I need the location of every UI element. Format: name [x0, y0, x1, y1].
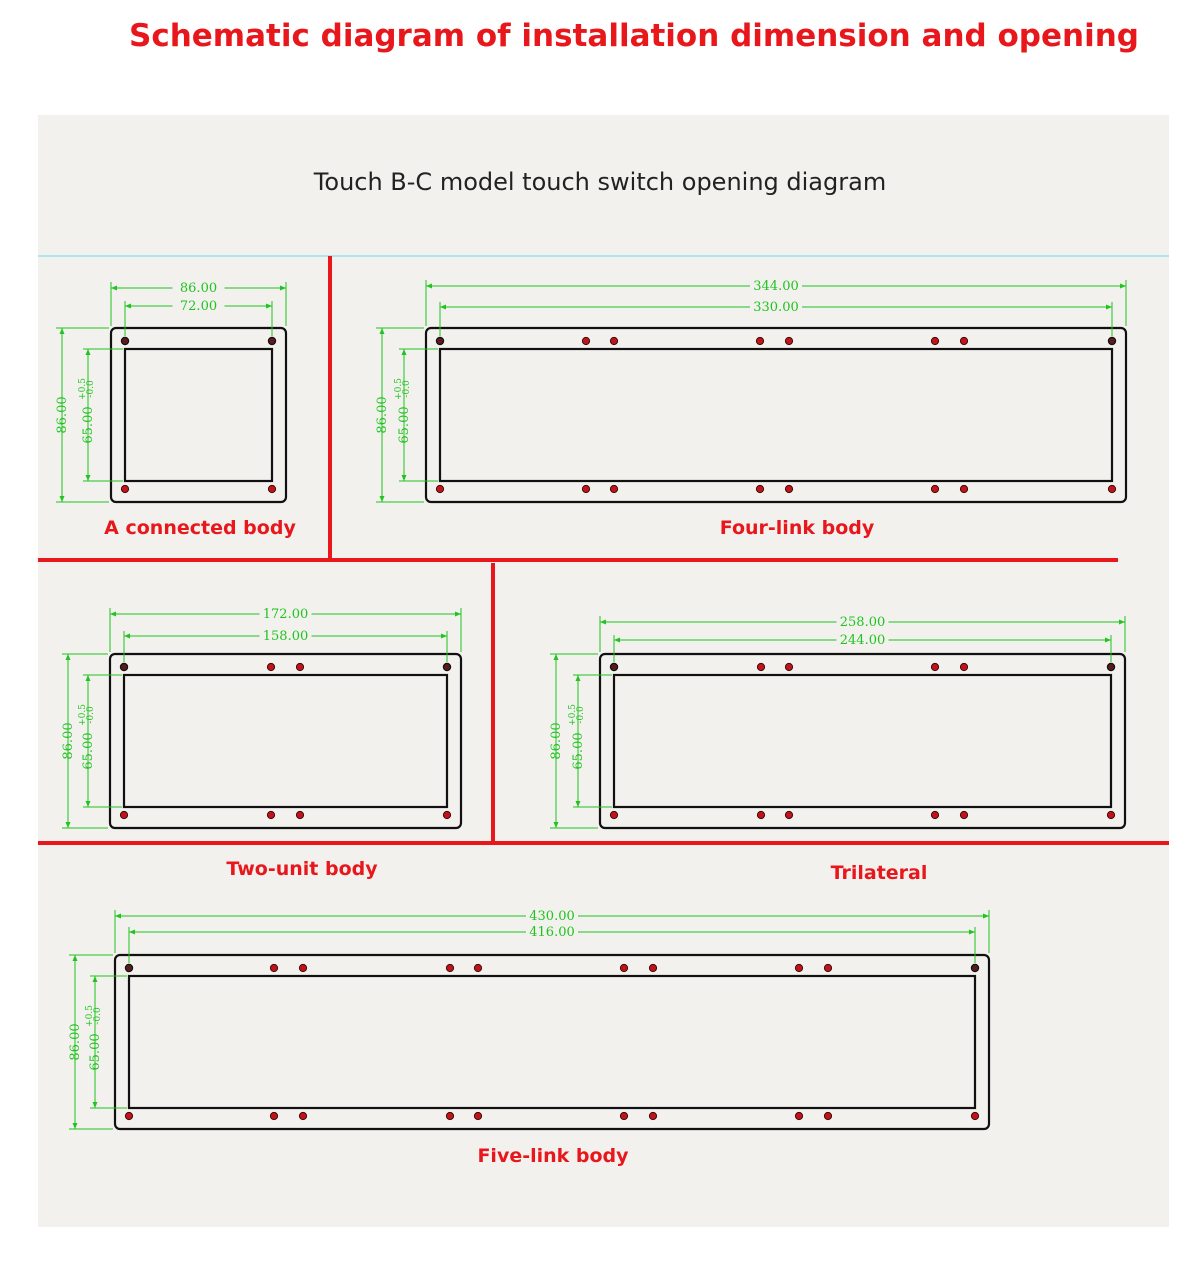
- dimension-arrow: [402, 475, 407, 481]
- width-inner-text: 244.00: [839, 633, 886, 648]
- inner-opening: [129, 976, 975, 1108]
- tolerance-plus-text: +0.5: [85, 1005, 95, 1027]
- mounting-hole: [120, 811, 127, 818]
- dimension-arrow: [66, 654, 71, 660]
- body-drawing-two: [61, 606, 461, 828]
- tolerance-plus-text: +0.5: [568, 704, 578, 726]
- dimension-arrow: [93, 1102, 98, 1108]
- width-inner-text: 416.00: [529, 925, 575, 940]
- outer-frame: [115, 955, 989, 1129]
- tolerance-plus-text: +0.5: [394, 378, 404, 400]
- screw-hole: [620, 1112, 627, 1119]
- width-inner-text: 72.00: [179, 299, 218, 314]
- dimension-arrow: [115, 914, 121, 919]
- screw-hole: [931, 337, 938, 344]
- screw-hole: [756, 485, 763, 492]
- screw-hole: [931, 663, 938, 670]
- dimension-lines: [61, 606, 461, 828]
- screw-hole: [756, 337, 763, 344]
- height-inner-text: 65.00: [571, 732, 586, 770]
- dimension-arrow: [60, 496, 65, 502]
- mounting-hole: [443, 811, 450, 818]
- tolerance-plus-text: +0.5: [78, 704, 88, 726]
- label-two-unit-body: Two-unit body: [226, 858, 378, 880]
- dimension-arrow: [576, 675, 581, 681]
- dimension-arrow: [576, 801, 581, 807]
- screw-hole: [960, 663, 967, 670]
- dimension-arrow: [614, 638, 620, 643]
- screw-hole: [824, 964, 831, 971]
- screw-hole: [267, 811, 274, 818]
- dimension-lines: [549, 614, 1125, 828]
- screw-hole: [960, 811, 967, 818]
- dimension-arrow: [86, 675, 91, 681]
- dimension-arrow: [1106, 305, 1112, 310]
- body-drawing-one: [55, 280, 286, 502]
- inner-opening: [124, 675, 447, 807]
- dimension-arrow: [426, 284, 432, 289]
- mounting-hole: [436, 485, 443, 492]
- screw-hole: [960, 485, 967, 492]
- screw-hole: [582, 337, 589, 344]
- mounting-hole: [443, 663, 450, 670]
- dimension-arrow: [600, 620, 606, 625]
- mounting-hole: [971, 964, 978, 971]
- tolerance-minus-text: -0.0: [576, 706, 586, 724]
- screw-hole: [785, 811, 792, 818]
- screw-hole: [785, 485, 792, 492]
- screw-hole: [299, 964, 306, 971]
- screw-hole: [296, 811, 303, 818]
- dimension-arrow: [983, 914, 989, 919]
- dimension-arrow: [86, 475, 91, 481]
- mounting-hole: [268, 337, 275, 344]
- mounting-hole: [125, 964, 132, 971]
- screw-hole: [931, 811, 938, 818]
- width-inner-text: 158.00: [262, 629, 309, 644]
- screw-hole: [474, 964, 481, 971]
- dimension-arrow: [440, 305, 446, 310]
- screw-hole: [446, 1112, 453, 1119]
- height-inner-text: 65.00: [397, 406, 412, 444]
- dimension-arrow: [1119, 620, 1125, 625]
- height-outer-text: 86.00: [549, 722, 564, 760]
- screw-hole: [795, 1112, 802, 1119]
- dimension-arrow: [124, 634, 130, 639]
- mounting-hole: [125, 1112, 132, 1119]
- dimension-arrow: [111, 286, 117, 291]
- width-inner-text: 330.00: [753, 300, 799, 315]
- mounting-hole: [610, 663, 617, 670]
- label-one-connected-body: A connected body: [104, 517, 296, 539]
- dimension-arrow: [280, 286, 286, 291]
- dimension-arrow: [66, 822, 71, 828]
- inner-opening: [440, 349, 1112, 481]
- width-outer-text: 258.00: [839, 615, 886, 630]
- main-title: Schematic diagram of installation dimension and opening: [129, 18, 1139, 54]
- tolerance-plus-text: +0.5: [78, 378, 88, 400]
- dimension-arrow: [1105, 638, 1111, 643]
- body-drawing-three: [549, 614, 1125, 828]
- dimension-arrow: [93, 976, 98, 982]
- dimension-arrow: [441, 634, 447, 639]
- screw-hole: [610, 485, 617, 492]
- outer-frame: [600, 654, 1125, 828]
- dimension-arrow: [969, 930, 975, 935]
- height-outer-text: 86.00: [68, 1023, 83, 1061]
- screw-hole: [267, 663, 274, 670]
- outer-frame: [111, 328, 286, 502]
- height-outer-text: 86.00: [61, 722, 76, 760]
- tolerance-minus-text: -0.0: [93, 1007, 103, 1025]
- screw-hole: [757, 663, 764, 670]
- mounting-hole: [1108, 337, 1115, 344]
- inner-opening: [614, 675, 1111, 807]
- screw-hole: [960, 337, 967, 344]
- mounting-hole: [1108, 485, 1115, 492]
- width-outer-text: 172.00: [262, 607, 309, 622]
- diagram-subtitle: Touch B-C model touch switch opening diagram: [313, 168, 887, 196]
- dimension-lines: [375, 278, 1126, 502]
- mounting-hole: [121, 337, 128, 344]
- tolerance-minus-text: -0.0: [86, 706, 96, 724]
- height-inner-text: 65.00: [81, 406, 96, 444]
- screw-hole: [795, 964, 802, 971]
- width-outer-text: 430.00: [529, 909, 575, 924]
- dimension-arrow: [554, 654, 559, 660]
- dimension-lines: [55, 280, 286, 502]
- height-inner-text: 65.00: [88, 1033, 103, 1071]
- outer-frame: [426, 328, 1126, 502]
- width-outer-text: 86.00: [179, 281, 218, 296]
- dimension-arrow: [129, 930, 135, 935]
- mounting-hole: [268, 485, 275, 492]
- mounting-hole: [610, 811, 617, 818]
- dimension-arrow: [86, 801, 91, 807]
- screw-hole: [785, 663, 792, 670]
- screw-hole: [824, 1112, 831, 1119]
- tolerance-minus-text: -0.0: [402, 380, 412, 398]
- dimension-arrow: [266, 304, 272, 309]
- screw-hole: [757, 811, 764, 818]
- screw-hole: [620, 964, 627, 971]
- dimension-arrow: [402, 349, 407, 355]
- inner-opening: [125, 349, 272, 481]
- screw-hole: [270, 1112, 277, 1119]
- height-outer-text: 86.00: [375, 396, 390, 434]
- label-trilateral: Trilateral: [830, 862, 928, 884]
- dimension-arrow: [73, 1123, 78, 1129]
- dimension-arrow: [125, 304, 131, 309]
- dimension-arrow: [455, 612, 461, 617]
- body-drawing-four: [375, 278, 1126, 502]
- outer-frame: [110, 654, 461, 828]
- mounting-hole: [971, 1112, 978, 1119]
- width-outer-text: 344.00: [753, 279, 799, 294]
- dimension-arrow: [380, 328, 385, 334]
- screw-hole: [610, 337, 617, 344]
- label-four-link-body: Four-link body: [719, 517, 875, 539]
- body-drawing-five: [68, 908, 989, 1129]
- screw-hole: [270, 964, 277, 971]
- screw-hole: [649, 964, 656, 971]
- dimension-arrow: [73, 955, 78, 961]
- mounting-hole: [1107, 663, 1114, 670]
- screw-hole: [296, 663, 303, 670]
- mounting-hole: [120, 663, 127, 670]
- dimension-arrow: [60, 328, 65, 334]
- dimension-arrow: [554, 822, 559, 828]
- height-inner-text: 65.00: [81, 732, 96, 770]
- screw-hole: [446, 964, 453, 971]
- mounting-hole: [121, 485, 128, 492]
- dimension-lines: [68, 908, 989, 1129]
- screw-hole: [649, 1112, 656, 1119]
- dimension-arrow: [110, 612, 116, 617]
- dimension-arrow: [1120, 284, 1126, 289]
- screw-hole: [582, 485, 589, 492]
- screw-hole: [299, 1112, 306, 1119]
- height-outer-text: 86.00: [55, 396, 70, 434]
- dimension-arrow: [86, 349, 91, 355]
- screw-hole: [474, 1112, 481, 1119]
- screw-hole: [785, 337, 792, 344]
- screw-hole: [931, 485, 938, 492]
- dimension-arrow: [380, 496, 385, 502]
- mounting-hole: [1107, 811, 1114, 818]
- tolerance-minus-text: -0.0: [86, 380, 96, 398]
- section-dividers: [38, 256, 1169, 843]
- mounting-hole: [436, 337, 443, 344]
- label-five-link-body: Five-link body: [477, 1145, 629, 1167]
